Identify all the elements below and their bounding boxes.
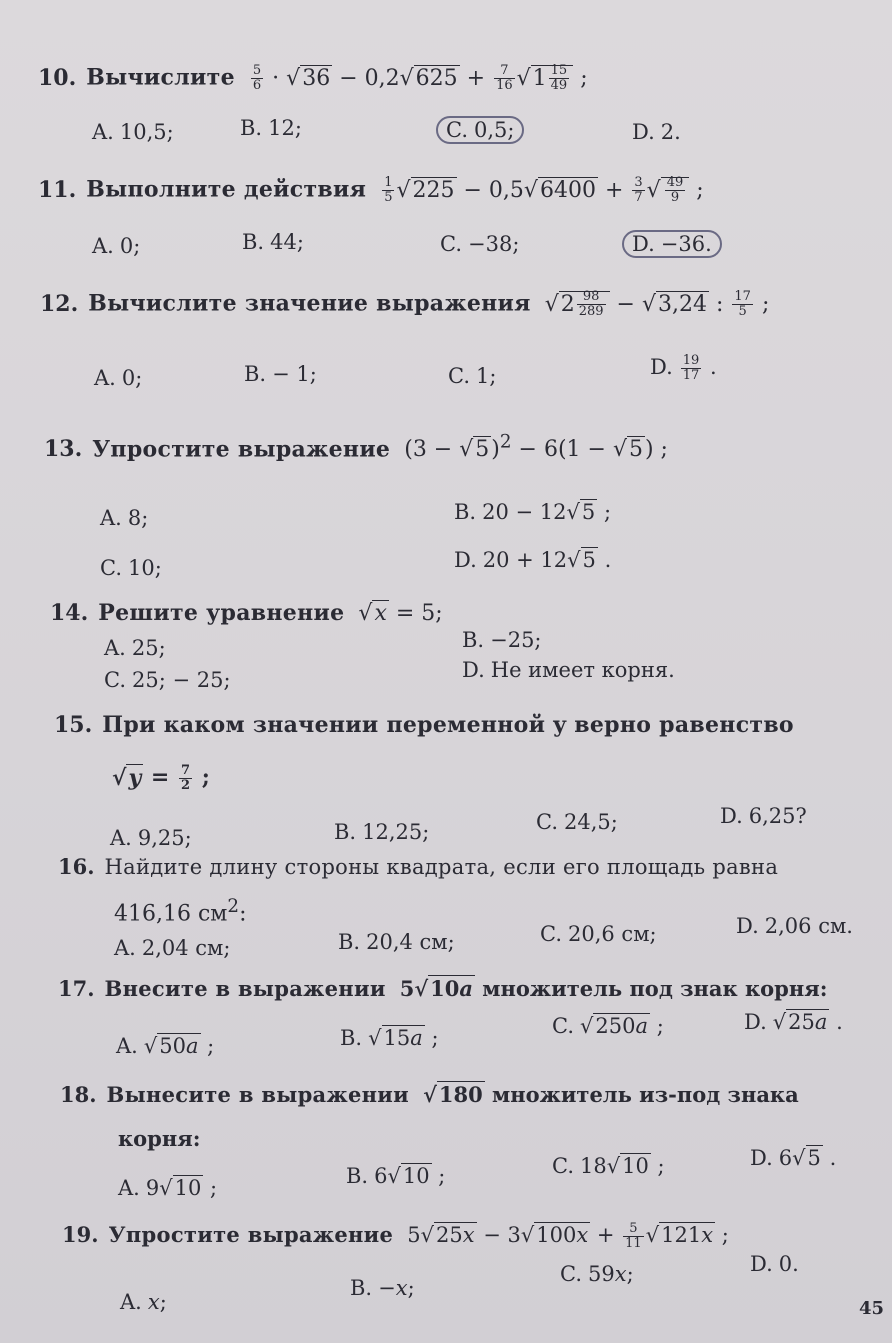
option-12-b[interactable]: B. − 1;: [244, 362, 317, 386]
expression-14: √ x = 5;: [358, 601, 442, 626]
option-19-b[interactable]: B. −x;: [350, 1276, 415, 1300]
option-17-d[interactable]: D.√ 25a .: [744, 1010, 843, 1034]
option-18-d[interactable]: D. 6√ 5 .: [750, 1146, 836, 1170]
option-19-c[interactable]: C. 59x;: [560, 1262, 634, 1286]
expression-18: √ 180 множитель из-под знака: [423, 1082, 799, 1107]
option-18-b[interactable]: B. 6√ 10 ;: [346, 1164, 445, 1188]
question-11: 11. Выполните действия $\frac{1}{5}$ √ 225 − 0,5√ 6400 + $\frac{3}{7}$ √ $\frac{49}{9}$ ;: [38, 176, 704, 205]
question-14: 14. Решите уравнение√ x = 5;: [50, 600, 443, 626]
question-16: 16. Найдите длину стороны квадрата, если его площадь равна: [58, 854, 779, 879]
option-18-c[interactable]: C. 18√ 10 ;: [552, 1154, 665, 1178]
option-16-c[interactable]: C. 20,6 см;: [540, 922, 657, 946]
expression-11: $\frac{1}{5}$ √ 225 − 0,5√ 6400 + $\frac{3}{7}$ √ $\frac{49}{9}$ ;: [380, 178, 703, 203]
option-10-b[interactable]: B. 12;: [240, 116, 302, 140]
expression-17: 5√ 10a множитель под знак корня:: [400, 976, 828, 1001]
option-11-b[interactable]: B. 44;: [242, 230, 304, 254]
option-15-d[interactable]: D. 6,25?: [720, 804, 807, 828]
option-16-a[interactable]: A. 2,04 см;: [114, 936, 231, 960]
option-17-c[interactable]: C.√ 250a ;: [552, 1014, 664, 1038]
option-19-d[interactable]: D. 0.: [750, 1252, 799, 1276]
option-15-b[interactable]: B. 12,25;: [334, 820, 430, 844]
question-13: 13. Упростите выражение (3 − √ 5)$^2$ − 6(1 − √ 5) ;: [44, 432, 668, 462]
option-12-c[interactable]: C. 1;: [448, 364, 497, 388]
option-17-a[interactable]: A.√ 50a ;: [116, 1034, 214, 1058]
option-19-a[interactable]: A. x;: [120, 1290, 167, 1314]
option-16-b[interactable]: B. 20,4 см;: [338, 930, 455, 954]
option-10-c[interactable]: C. 0,5;: [436, 118, 524, 142]
question-18: 18. Вынесите в выражении√ 180 множитель из-под знака: [60, 1082, 799, 1107]
option-11-a[interactable]: A. 0;: [92, 234, 141, 258]
expression-13: (3 − √ 5)$^2$ − 6(1 − √ 5) ;: [404, 437, 668, 462]
option-15-c[interactable]: C. 24,5;: [536, 810, 618, 834]
question-19: 19. Упростите выражение 5√ 25x − 3√ 100x + $\frac{5}{11}$ √ 121x ;: [62, 1222, 729, 1251]
option-10-a[interactable]: A. 10,5;: [92, 120, 174, 144]
question-15: 15. При каком значении переменной y верно равенство: [54, 712, 794, 738]
option-11-c[interactable]: C. −38;: [440, 232, 520, 256]
option-13-b[interactable]: B. 20 − 12√ 5 ;: [454, 500, 611, 524]
question-12: 12. Вычислите значение выражения√ 2 $\frac{98}{289}$ − √ 3,24 : $\frac{17}{5}$ ;: [40, 290, 769, 319]
page-number: 45: [858, 1298, 884, 1319]
option-13-c[interactable]: C. 10;: [100, 556, 162, 580]
expression-15: √ y = $\frac{7}{2}$ ;: [112, 764, 210, 793]
question-10: 10. Вычислите $\frac{5}{6}$ · √ 36 − 0,2√ 625 + $\frac{7}{16}$ √ 1 $\frac{15}{49}$ ;: [38, 64, 588, 93]
expression-19: 5√ 25x − 3√ 100x + $\frac{5}{11}$ √ 121x ;: [407, 1223, 729, 1247]
option-14-c[interactable]: C. 25; − 25;: [104, 668, 231, 692]
option-12-a[interactable]: A. 0;: [94, 366, 143, 390]
option-10-d[interactable]: D. 2.: [632, 120, 681, 144]
question-18-continuation: корня:: [118, 1126, 201, 1151]
option-16-d[interactable]: D. 2,06 см.: [736, 914, 853, 938]
option-13-d[interactable]: D. 20 + 12√ 5 .: [454, 548, 611, 572]
expression-10: $\frac{5}{6}$ · √ 36 − 0,2√ 625 + $\frac{7}{16}$ √ 1 $\frac{15}{49}$ ;: [249, 66, 588, 91]
option-11-d[interactable]: D. −36.: [622, 232, 722, 256]
option-13-a[interactable]: A. 8;: [100, 506, 149, 530]
option-15-a[interactable]: A. 9,25;: [110, 826, 192, 850]
option-18-a[interactable]: A. 9√ 10 ;: [118, 1176, 217, 1200]
option-14-b[interactable]: B. −25;: [462, 628, 542, 652]
option-17-b[interactable]: B.√ 15a ;: [340, 1026, 439, 1050]
expression-12: √ 2 $\frac{98}{289}$ − √ 3,24 : $\frac{17}{5}$ ;: [545, 292, 770, 317]
option-14-a[interactable]: A. 25;: [104, 636, 166, 660]
option-12-d[interactable]: D. $\frac{19}{17}$ .: [650, 353, 717, 383]
expression-16: 416,16 $см^2$:: [114, 896, 247, 927]
question-17: 17. Внесите в выражении 5√ 10a множитель под знак корня:: [58, 976, 827, 1001]
option-14-d[interactable]: D. Не имеет корня.: [462, 658, 675, 682]
